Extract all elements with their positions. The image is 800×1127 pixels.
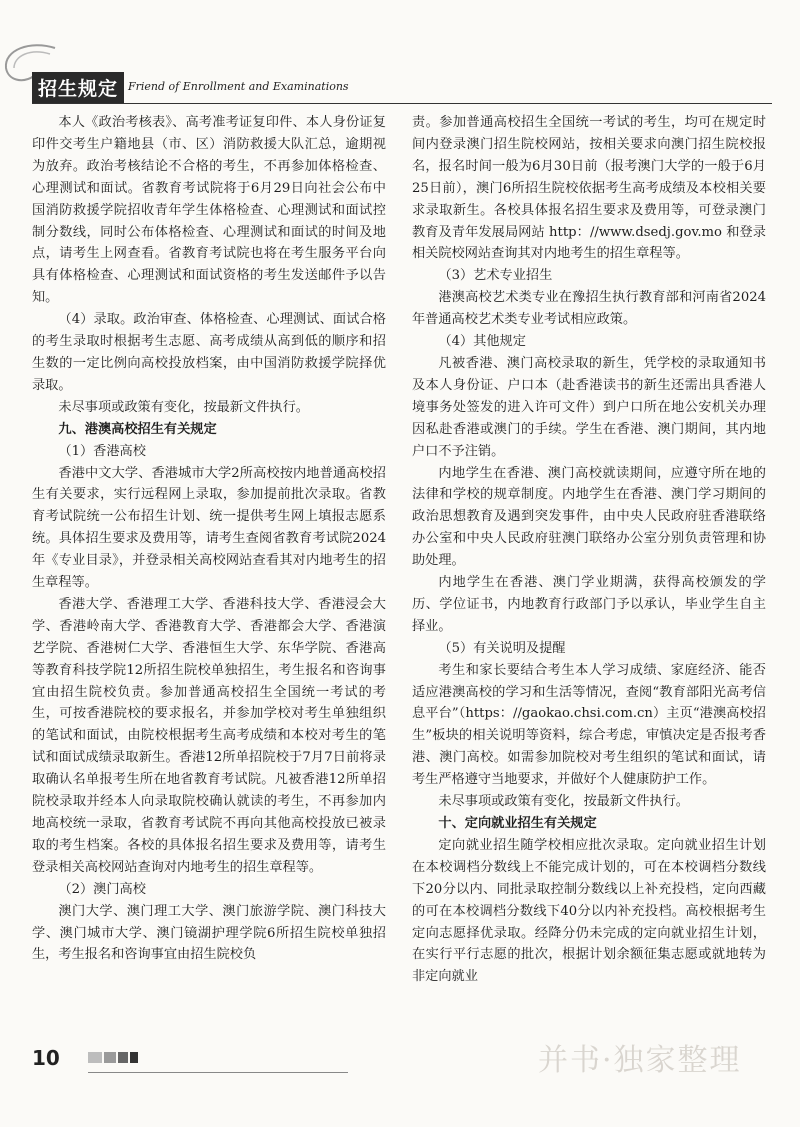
right-column <box>412 112 766 988</box>
page-header <box>0 0 800 110</box>
section-heading: 九、港澳高校招生有关规定 <box>58 421 217 437</box>
paragraph: 澳门大学、澳门理工大学、澳门旅游学院、澳门科技大学、澳门城市大学、澳门镜湖护理学院6所招生院校单独招生，考生报名和咨询事宜由招生院校负 <box>32 903 386 963</box>
footer-watermark: 并书·独家整理 <box>538 1043 742 1078</box>
paragraph: （4）录取。政治审查、体格检查、心理测试、面试合格的考生录取时根据考生志愿、高考成绩从高到低的顺序和招生数的一定比例向高校投放档案，由中国消防救援学院择优录取。 <box>32 312 386 393</box>
footer-divider <box>88 1072 348 1073</box>
paragraph: 香港中文大学、香港城市大学2所高校按内地普通高校招生有关要求，实行远程网上录取，参加提前批次录取。省教育考试院统一公布招生计划、统一提供考生网上填报志愿系统。具体招生要求及费用等，请考生查阅省教育考试院2024年《专业目录》，并登录相关高校网站查看其对内地考生的招生章程等。 <box>32 465 386 591</box>
left-column <box>32 112 386 966</box>
footer-bar-decoration-icon <box>88 1050 318 1064</box>
paragraph: 未尽事项或政策有变化，按最新文件执行。 <box>58 399 309 415</box>
section-title: 招生规定 <box>32 72 124 104</box>
subsection-heading: （1）香港高校 <box>58 443 146 459</box>
subsection-heading: （2）澳门高校 <box>58 881 146 897</box>
paragraph: 未尽事项或政策有变化，按最新文件执行。 <box>438 794 689 810</box>
header-divider <box>32 103 772 104</box>
subsection-heading: （3）艺术专业招生 <box>438 268 553 284</box>
paragraph: 考生和家长要结合考生本人学习成绩、家庭经济、能否适应港澳高校的学习和生活等情况，查阅“教育部阳光高考信息平台”（https：//gaokao.chsi.com.cn）主页“港澳高校招生”板块的相关说明等资料，综合考虑，审慎决定是否报考香港、澳门高校。如需参加院校对考生组织的笔试和面试，请考生严格遵守当地要求，并做好个人健康防护工作。 <box>412 662 766 788</box>
paragraph: 内地学生在香港、澳门高校就读期间，应遵守所在地的法律和学校的规章制度。内地学生在香港、澳门学习期间的政治思想教育及遇到突发事件，由中央人民政府驻香港联络办公室和中央人民政府驻澳门联络办公室分别负责管理和协助处理。 <box>412 465 766 569</box>
paragraph: 责。参加普通高校招生全国统一考试的考生，均可在规定时间内登录澳门招生院校网站，按相关要求向澳门招生院校报名，报名时间一般为6月30日前（报考澳门大学的一般于6月25日前），澳门6所招生院校依据考生高考成绩及本校相关要求录取新生。各校具体报名招生要求及费用等，可登录澳门教育及青年发展局网站 http：//www.dsedj.gov.mo 和登录相关院校网站查询其对内地考生的招生章程等。 <box>412 115 766 262</box>
paragraph: 内地学生在香港、澳门学业期满，获得高校颁发的学历、学位证书，内地教育行政部门予以承认，毕业学生自主择业。 <box>412 575 766 634</box>
paragraph: 定向就业招生随学校相应批次录取。定向就业招生计划在本校调档分数线上不能完成计划的，可在本校调档分数线下20分以内、同批录取控制分数线以上补充投档，定向西藏的可在本校调档分数线下40分以内补充投档。高校根据考生定向志愿择优录取。经降分仍未完成的定向就业招生计划，在实行平行志愿的批次，根据计划余额征集志愿或就地转为非定向就业 <box>412 837 766 985</box>
paragraph: 本人《政治考核表》、高考准考证复印件、本人身份证复印件交考生户籍地县（市、区）消防救援大队汇总，逾期视为放弃。政治考核结论不合格的考生，不再参加体格检查、心理测试和面试。省教育考试院将于6月29日向社会公布中国消防救援学院招收青年学生体格检查、心理测试和面试控制分数线，同时公布体格检查、心理测试和面试的时间及地点，请考生上网查看。省教育考试院也将在考生服务平台向具有体格检查、心理测试和面试资格的考生发送邮件予以告知。 <box>32 115 386 306</box>
page-number: 10 <box>32 1046 60 1070</box>
section-heading: 十、定向就业招生有关规定 <box>438 816 597 831</box>
subsection-heading: （4）其他规定 <box>438 334 526 350</box>
paragraph: 凡被香港、澳门高校录取的新生，凭学校的录取通知书及本人身份证、户口本（赴香港读书的新生还需出具香港人境事务处签发的进入许可文件）到户口所在地公安机关办理因私赴香港或澳门的手续。学生在香港、澳门期间，其内地户口不予注销。 <box>412 355 766 459</box>
paragraph: 香港大学、香港理工大学、香港科技大学、香港浸会大学、香港岭南大学、香港教育大学、香港都会大学、香港演艺学院、香港树仁大学、香港恒生大学、东华学院、香港高等教育科技学院12所招生院校单独招生，考生报名和咨询事宜由招生院校负责。参加普通高校招生全国统一考试的考生，可按香港院校的要求报名，并参加学校对考生单独组织的笔试和面试，由院校根据考生高考成绩和本校对考生的笔试和面试成绩录取新生。香港12所单招院校于7月7日前将录取确认名单报考生所在地省教育考试院。凡被香港12所单招院校录取并经本人向录取院校确认就读的考生，不再参加内地高校统一录取，省教育考试院不再向其他高校投放已被录取的考生档案。各校的具体报名招生要求及费用等，请考生登录相关高校网站查询对内地考生的招生章程等。 <box>32 596 386 875</box>
subsection-heading: （5）有关说明及提醒 <box>438 640 566 656</box>
paragraph: 港澳高校艺术类专业在豫招生执行教育部和河南省2024年普通高校艺术类专业考试相应政策。 <box>412 290 766 328</box>
section-subtitle: Friend of Enrollment and Examinations <box>128 80 349 93</box>
